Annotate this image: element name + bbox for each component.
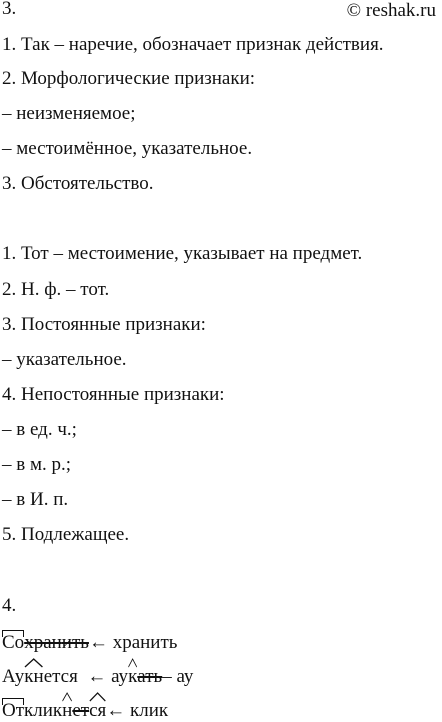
- text-line: 3. Обстоятельство.: [2, 173, 154, 194]
- derivation-base-word: хранить: [112, 632, 178, 653]
- text-line: 5. Подлежащее.: [2, 524, 130, 545]
- derivation-base-word: клик: [130, 700, 169, 721]
- derivation-sohranit: [2, 632, 177, 654]
- morpheme-ending: ет: [43, 666, 61, 687]
- derivation-arrow: ←: [106, 700, 126, 721]
- text-line: 4. Непостоянные признаки:: [2, 384, 225, 405]
- text-line: 1. Так – наречие, обозначает признак действия.: [2, 34, 384, 55]
- morpheme-ending: ет: [72, 700, 90, 721]
- derivation-arrow: ←: [88, 632, 108, 653]
- text-line: 2. Морфологические признаки:: [2, 68, 256, 89]
- task3-number: 3.: [2, 0, 17, 19]
- text-line: – местоимённое, указательное.: [2, 138, 253, 159]
- morpheme-root: Ау: [2, 666, 25, 687]
- derivation-otkliknetsya: [2, 700, 168, 722]
- derivation-dash: –: [162, 666, 172, 687]
- morpheme-rest: ить: [61, 632, 89, 653]
- text-line: 3. Постоянные признаки:: [2, 314, 206, 335]
- text-line: – в И. п.: [2, 489, 69, 510]
- text-line: – неизменяемое;: [2, 103, 136, 124]
- derivation-arrow: ←: [87, 666, 107, 687]
- text-line: – в м. р.;: [2, 454, 72, 475]
- morpheme-base: хран: [24, 632, 62, 653]
- morpheme-prefix: От: [2, 700, 25, 721]
- derivation-tail-word: ау: [176, 666, 194, 687]
- morpheme-postfix: ся: [89, 700, 106, 722]
- morpheme-suffix: к: [128, 666, 137, 688]
- morpheme-suffix: н: [62, 700, 72, 722]
- morpheme-rest: ать: [137, 666, 163, 687]
- morpheme-root: клик: [24, 700, 63, 721]
- morpheme-root: ау: [111, 666, 129, 687]
- task4-number: 4.: [2, 595, 17, 616]
- morpheme-suffix: кн: [24, 666, 43, 688]
- text-line: 1. Тот – местоимение, указывает на предмет.: [2, 243, 363, 264]
- watermark: © reshak.ru: [346, 0, 436, 21]
- text-line: – в ед. ч.;: [2, 419, 77, 440]
- morpheme-postfix: ся: [60, 666, 78, 687]
- derivation-auknetsya: [2, 666, 193, 688]
- text-line: – указательное.: [2, 349, 127, 370]
- text-line: 2. Н. ф. – тот.: [2, 279, 110, 300]
- morpheme-prefix: Со: [2, 632, 25, 653]
